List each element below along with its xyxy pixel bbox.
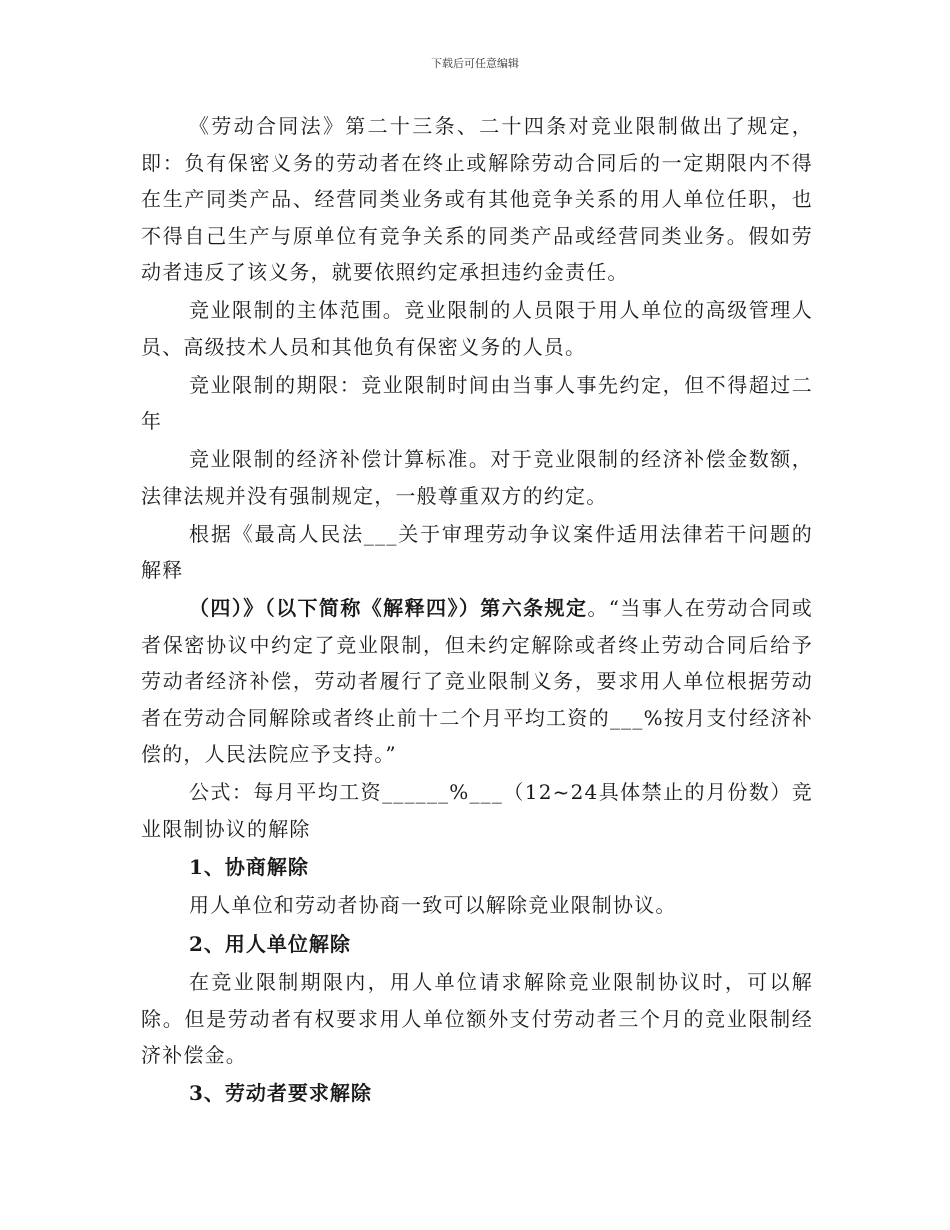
article-six-reference: （四）》（以下简称《解释四》）第六条规定: [189, 596, 588, 620]
paragraph-compensation-standard: 竞业限制的经济补偿计算标准。对于竞业限制的经济补偿金数额，法律法规并没有强制规定，一般尊重双方的约定。: [141, 447, 813, 508]
paragraph-judicial-interpretation: 根据《最高人民法___关于审理劳动争议案件适用法律若干问题的解释: [141, 521, 813, 582]
page-header: 下载后可任意编辑: [431, 57, 519, 70]
article-six-quote: 。“当事人在劳动合同或者保密协议中约定了竞业限制，但未约定解除或者终止劳动合同后给予劳动者经济补偿，劳动者履行了竞业限制义务，要求用人单位根据劳动者在劳动合同解除或者终止前十二个月平均工资的___%按月支付经济补偿的，人民法院应予支持。”: [141, 596, 813, 766]
paragraph-subject-scope: 竞业限制的主体范围。竞业限制的人员限于用人单位的高级管理人员、高级技术人员和其他负有保密义务的人员。: [141, 298, 813, 359]
paragraph-term-limit: 竞业限制的期限：竞业限制时间由当事人事先约定，但不得超过二年: [141, 372, 813, 433]
heading-negotiated-termination: 1、协商解除: [189, 854, 309, 879]
paragraph-non-compete-law: 《劳动合同法》第二十三条、二十四条对竞业限制做出了规定，即：负有保密义务的劳动者在终止或解除劳动合同后的一定期限内不得在生产同类产品、经营同类业务或有其他竞争关系的用人单位任职，也不得自己生产与原单位有竞争关系的同类产品或经营同类业务。假如劳动者违反了该义务，就要依照约定承担违约金责任。: [141, 114, 813, 284]
document-body: [141, 108, 813, 1114]
paragraph-employer-termination: 在竞业限制期限内，用人单位请求解除竞业限制协议时，可以解除。但是劳动者有权要求用人单位额外支付劳动者三个月的竞业限制经济补偿金。: [141, 970, 813, 1067]
heading-employer-termination: 2、用人单位解除: [189, 931, 351, 956]
paragraph-negotiated-termination: 用人单位和劳动者协商一致可以解除竞业限制协议。: [189, 893, 677, 917]
paragraph-article-six: [141, 590, 813, 773]
heading-employee-termination: 3、劳动者要求解除: [189, 1081, 372, 1105]
paragraph-formula: 公式：每月平均工资______%___（12~24具体禁止的月份数）竞业限制协议的解除: [141, 780, 813, 841]
